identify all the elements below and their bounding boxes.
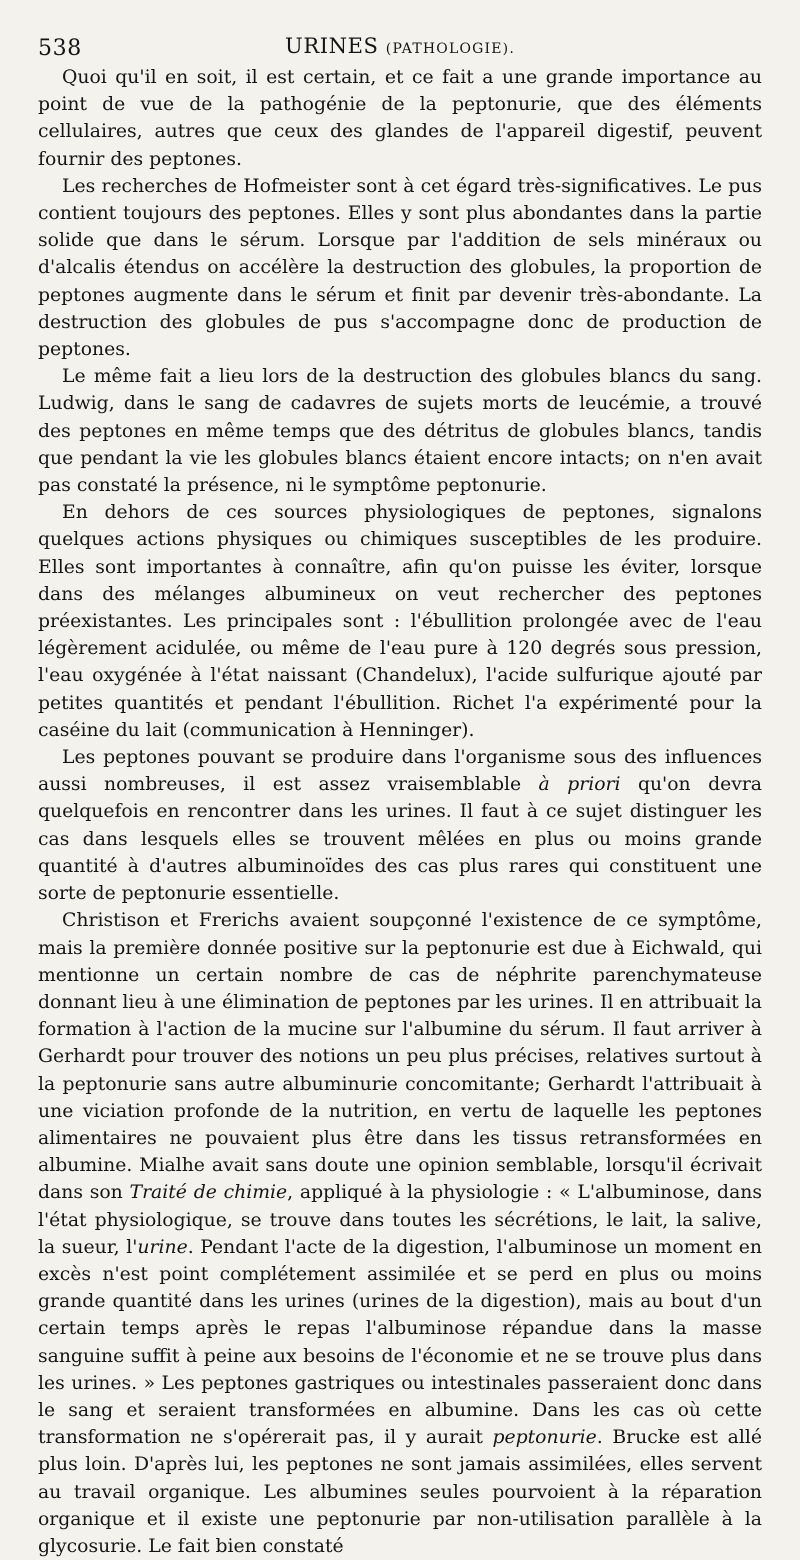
emphasis: Traité de chimie <box>129 1182 288 1204</box>
emphasis: urine <box>137 1236 188 1258</box>
page-header <box>38 28 762 60</box>
text-run: . Brucke est allé plus loin. D'après lui, les peptones ne sont jamais assimilées, elles servent au travail organique. Les albumines seules pourvoient à la réparation organique et il existe une peptonurie par non-utilisation parallèle à la glycosurie. Le fait bien constaté <box>38 1427 762 1557</box>
paragraph: Les recherches de Hofmeister sont à cet égard très-significatives. Le pus contient toujours des peptones. Elles y sont plus abondantes dans la partie solide que dans le sérum. Lorsque par l'addition de sels minéraux ou d'alcalis étendus on accélère la destruction des globules, la proportion de peptones augmente dans le sérum et finit par devenir très-abondante. La destruction des globules de pus s'accompagne donc de production de peptones. <box>38 175 762 361</box>
paragraph: En dehors de ces sources physiologiques de peptones, signalons quelques actions physiques ou chimiques susceptibles de les produire. Elles sont importantes à connaître, afin qu'on puisse les éviter, lorsque dans des mélanges albumineux on veut rechercher des peptones préexistantes. Les principales sont : l'ébullition prolongée avec de l'eau légèrement acidulée, ou même de l'eau pure à 120 degrés sous pression, l'eau oxygénée à l'état naissant (Chandelux), l'acide sulfurique ajouté par petites quantités et pendant l'ébullition. Richet l'a expérimenté pour la caséine du lait (communication à Henninger). <box>38 502 762 741</box>
body-text <box>38 64 762 1560</box>
paragraph <box>38 744 762 907</box>
text-run: , appliqué à la physiologie : « L'albuminose, dans l'état physiologique, se trouve dans toutes les sécrétions, le lait, la salive, la sueur, l' <box>38 1182 763 1258</box>
paragraph: Le même fait a lieu lors de la destruction des globules blancs du sang. Ludwig, dans le sang de cadavres de sujets morts de leucémie, a trouvé des peptones en même temps que des détritus de globules blancs, tandis que pendant la vie les globules blancs étaient encore intacts; on n'en avait pas constaté la présence, ni le symptôme peptonurie. <box>38 366 762 497</box>
text-run: Christison et Frerichs avaient soupçonné l'existence de ce symptôme, mais la première donnée positive sur la peptonurie est due à Eichwald, qui mentionne un certain nombre de cas de néphrite parenchymateuse donnant lieu à une élimination de peptones par les urines. Il en attribuait la formation à l'action de la mucine sur l'albumine du sérum. Il faut arriver à Gerhardt pour trouver des notions un peu plus précises, relatives surtout à la peptonurie sans autre albuminurie concomitante; Gerhardt l'attribuait à une viciation profonde de la nutrition, en vertu de laquelle les peptones alimentaires ne pouvaient plus être dans les tissus retransformées en albumine. Mialhe avait sans doute une opinion semblable, lorsqu'il écrivait dans son <box>38 910 762 1204</box>
paragraph: Quoi qu'il en soit, il est certain, et ce fait a une grande importance au point de vue de la pathogénie de la peptonurie, que des éléments cellulaires, autres que ceux des glandes de l'appareil digestif, peuvent fournir des peptones. <box>38 67 762 170</box>
page-number: 538 <box>38 36 82 61</box>
paragraph <box>38 907 762 1560</box>
running-title-sub: (PATHOLOGIE). <box>385 41 515 57</box>
emphasis: peptonurie <box>492 1427 597 1449</box>
emphasis: à priori <box>538 774 621 796</box>
text-run: Les peptones pouvant se produire dans l'organisme sous des influences aussi nombreuses, il est assez vraisemblable <box>38 747 762 796</box>
running-title <box>38 34 762 58</box>
text-run: . Pendant l'acte de la digestion, l'albuminose un moment en excès n'est point complétement assimilée et se perd en plus ou moins grande quantité dans les urines (urines de la digestion), mais au bout d'un certain temps après le repas l'albuminose répandue dans la masse sanguine suffit à peine aux besoins de l'économie et ne se trouve plus dans les urines. » Les peptones gastriques ou intestinales passeraient donc dans le sang et seraient transformées en albumine. Dans les cas où cette transformation ne s'opérerait pas, il y aurait <box>38 1236 762 1449</box>
running-title-main: URINES <box>285 34 379 58</box>
text-run: qu'on devra quelquefois en rencontrer dans les urines. Il faut à ce sujet distinguer les cas dans lesquels elles se trouvent mêlées en plus ou moins grande quantité à d'autres albuminoïdes des cas plus rares qui constituent une sorte de peptonurie essentielle. <box>38 774 762 905</box>
